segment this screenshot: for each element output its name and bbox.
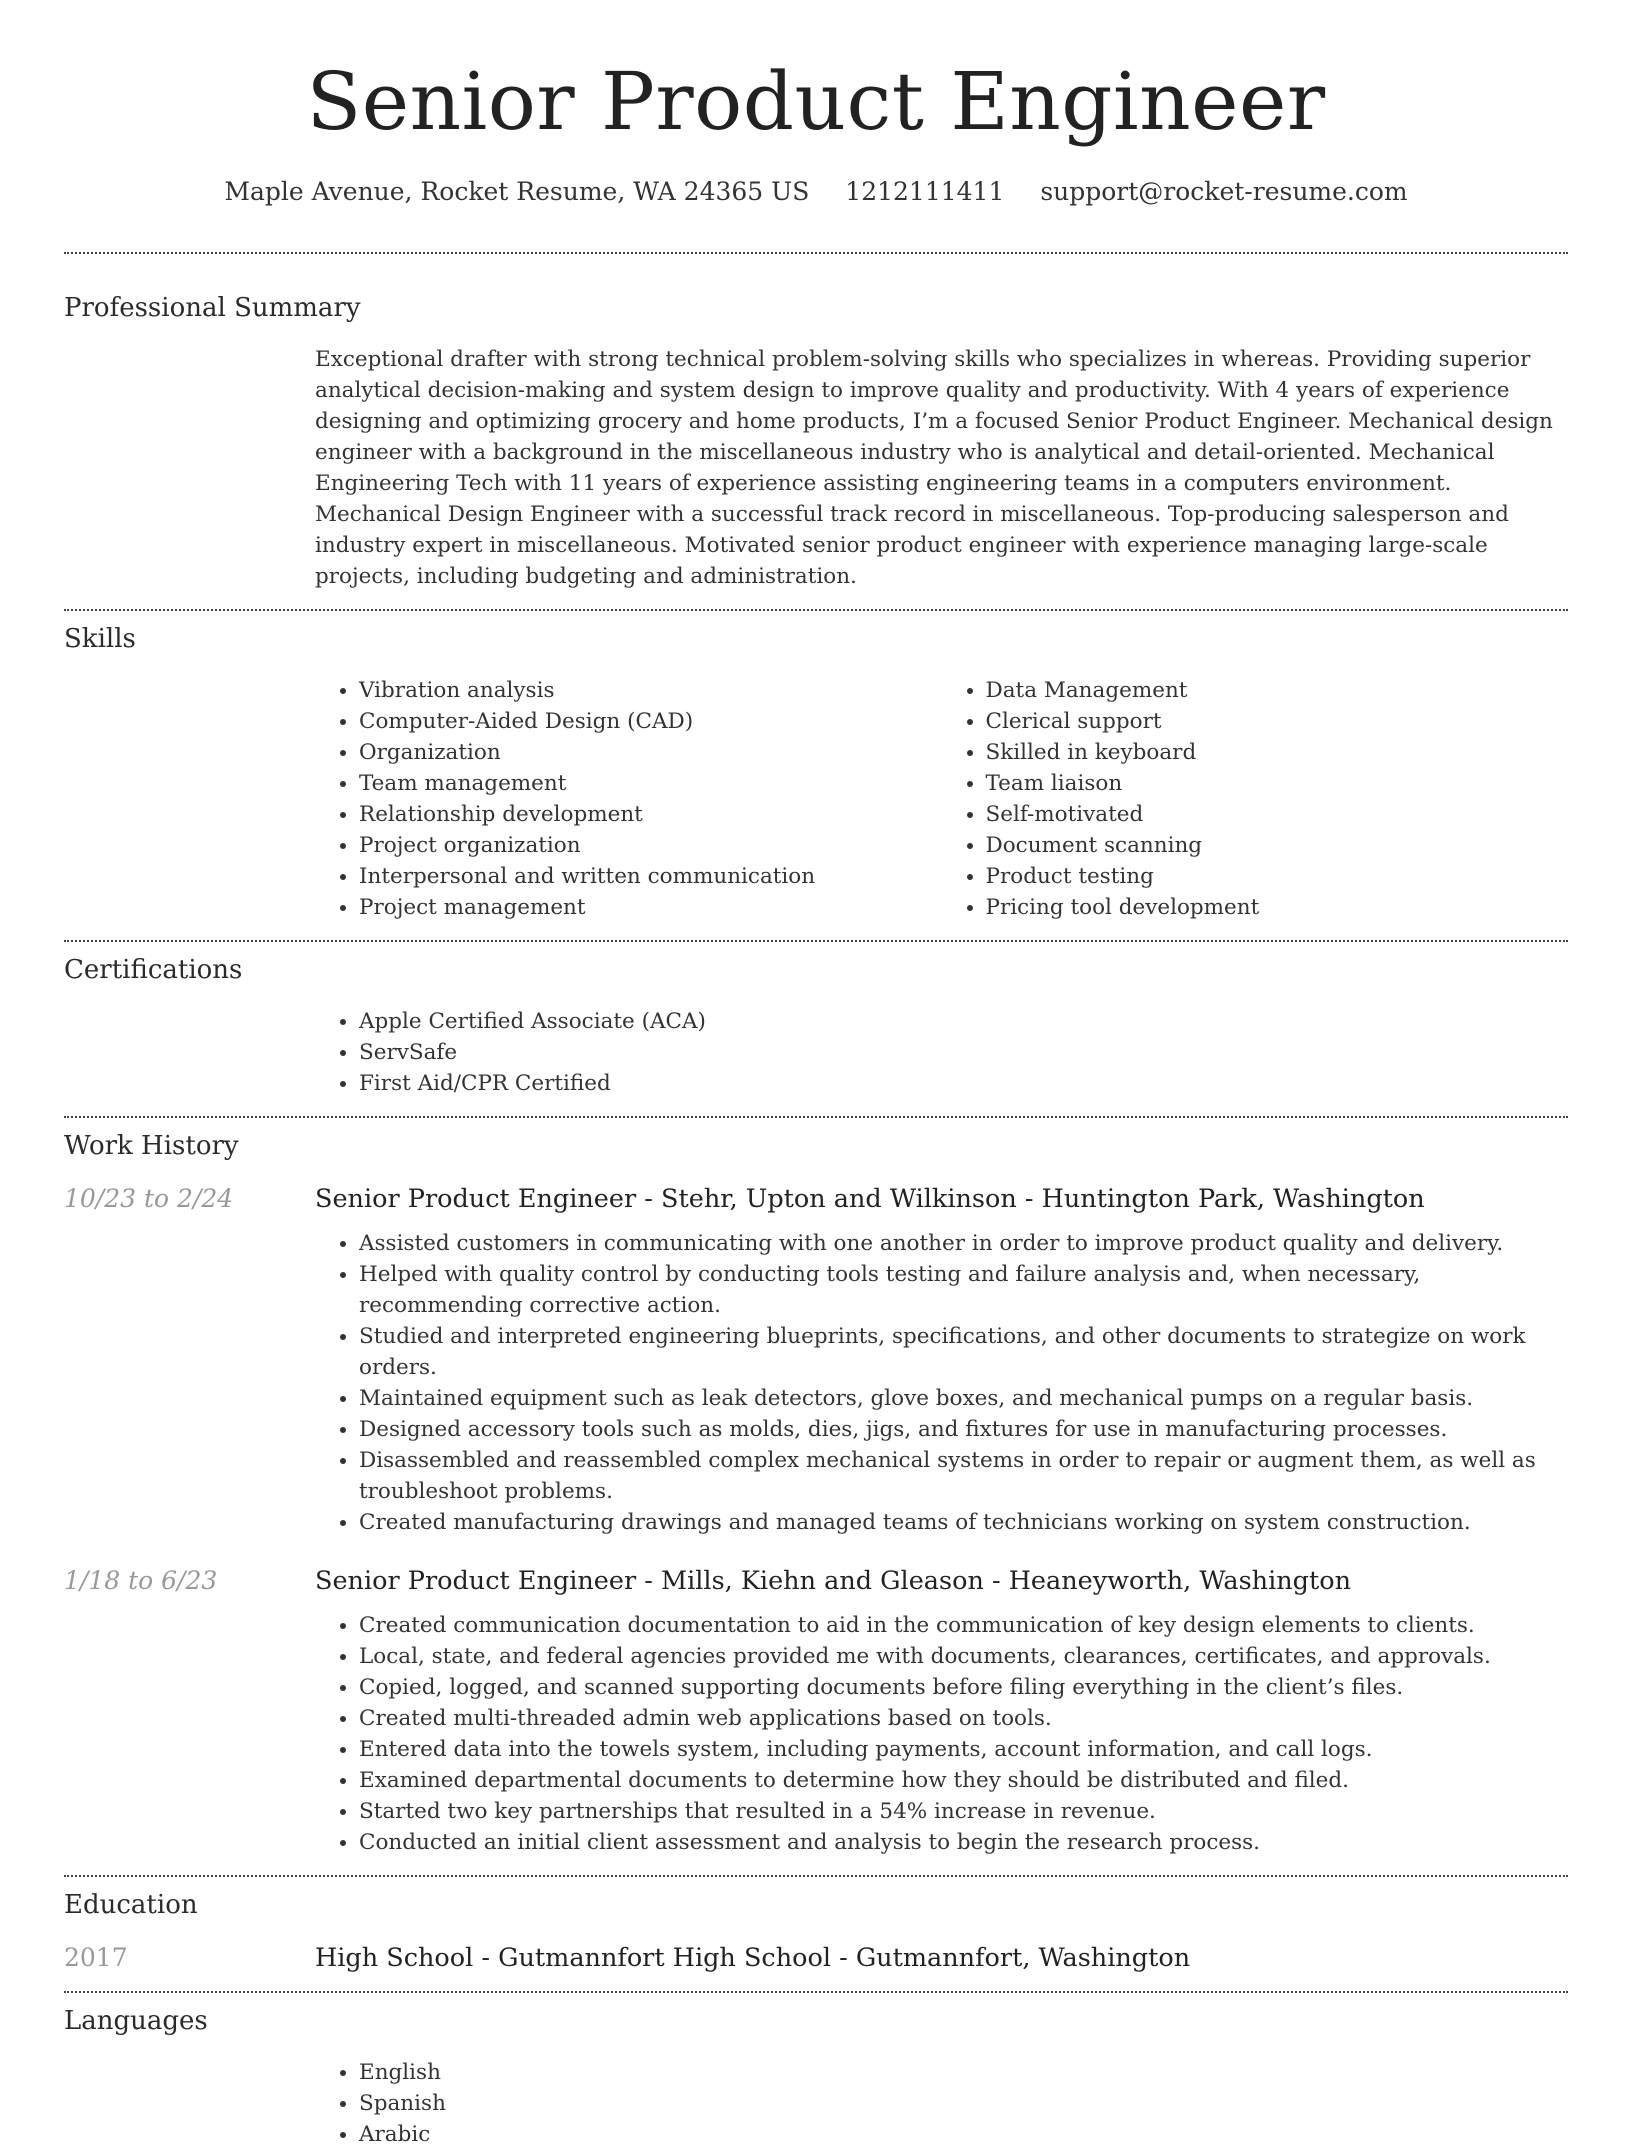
list-item: • Clerical support [986, 706, 1569, 737]
list-item: • Created communication documentation to aid in the communication of key design elements to clients. [359, 1610, 1568, 1641]
list-item: • ServSafe [359, 1037, 1568, 1068]
list-item: • Project organization [359, 830, 942, 861]
work-section [64, 1118, 1568, 1858]
languages-title: Languages [64, 2006, 208, 2036]
list-item: • Copied, logged, and scanned supporting documents before filing everything in the client’s files. [359, 1672, 1568, 1703]
list-item: • Examined departmental documents to determine how they should be distributed and filed. [359, 1765, 1568, 1796]
list-item: • Project management [359, 892, 942, 923]
certifications-title: Certifications [64, 955, 243, 985]
job-entry [64, 1184, 1568, 1538]
resume-name: Senior Product Engineer [306, 55, 1326, 148]
languages-section [64, 1993, 1568, 2150]
list-item: • Interpersonal and written communication [359, 861, 942, 892]
list-item: • First Aid/CPR Certified [359, 1068, 1568, 1099]
job-bullets [315, 1228, 1568, 1538]
certifications-section [64, 942, 1568, 1099]
skills-title: Skills [64, 624, 136, 654]
skills-content [315, 675, 1568, 923]
list-item: • Disassembled and reassembled complex mechanical systems in order to repair or augment them, as well as troubleshoot problems. [359, 1445, 1568, 1507]
languages-list [315, 2057, 1568, 2150]
list-item: • Local, state, and federal agencies provided me with documents, clearances, certificates, and approvals. [359, 1641, 1568, 1672]
contact-phone: 1212111411 [845, 177, 1005, 206]
list-item: • Created multi-threaded admin web applications based on tools. [359, 1703, 1568, 1734]
list-item: • Data Management [986, 675, 1569, 706]
work-title: Work History [64, 1131, 239, 1161]
list-item: • Skilled in keyboard [986, 737, 1569, 768]
summary-text: Exceptional drafter with strong technical problem-solving skills who specializes in whereas. Providing superior analytical decision-making and system design to improve quality and productivity. With 4 years of experience designing and optimizing grocery and home products, I’m a focused Senior Product Engineer. Mechanical design engineer with a background in the miscellaneous industry who is analytical and detail-oriented. Mechanical Engineering Tech with 11 years of experience assisting engineering teams in a computers environment. Mechanical Design Engineer with a successful track record in miscellaneous. Top-producing salesperson and industry expert in miscellaneous. Motivated senior product engineer with experience managing large-scale projects, including budgeting and administration. [315, 347, 1553, 589]
list-item: • Team management [359, 768, 942, 799]
list-item: • Team liaison [986, 768, 1569, 799]
job-details [315, 1610, 1568, 1858]
list-item: • Started two key partnerships that resulted in a 54% increase in revenue. [359, 1796, 1568, 1827]
certifications-list [315, 1006, 1568, 1099]
job-bullets [315, 1610, 1568, 1858]
education-title: Education [64, 1890, 198, 1920]
job-heading: Senior Product Engineer - Mills, Kiehn and Gleason - Heaneyworth, Washington [315, 1566, 1352, 1596]
skills-list-left [315, 675, 942, 923]
summary-section [64, 254, 1568, 592]
list-item: • Pricing tool development [986, 892, 1569, 923]
education-entry [64, 1943, 1568, 1973]
job-heading: Senior Product Engineer - Stehr, Upton and Wilkinson - Huntington Park, Washington [315, 1184, 1425, 1214]
list-item: • Relationship development [359, 799, 942, 830]
list-item: • Entered data into the towels system, including payments, account information, and call logs. [359, 1734, 1568, 1765]
list-item: • Helped with quality control by conducting tools testing and failure analysis and, when necessary, recommending corrective action. [359, 1259, 1568, 1321]
list-item: • Created manufacturing drawings and managed teams of technicians working on system construction. [359, 1507, 1568, 1538]
list-item: • Organization [359, 737, 942, 768]
contact-email: support@rocket-resume.com [1040, 177, 1408, 206]
list-item: • Product testing [986, 861, 1569, 892]
job-details [315, 1228, 1568, 1538]
list-item: • Designed accessory tools such as molds, dies, jigs, and fixtures for use in manufacturing processes. [359, 1414, 1568, 1445]
contact-line [64, 174, 1568, 210]
list-item: • Computer-Aided Design (CAD) [359, 706, 942, 737]
list-item: • Spanish [359, 2088, 1568, 2119]
education-section [64, 1877, 1568, 1973]
skills-list-right [942, 675, 1569, 923]
list-item: • Conducted an initial client assessment and analysis to begin the research process. [359, 1827, 1568, 1858]
certifications-content [315, 1006, 1568, 1099]
list-item: • Self-motivated [986, 799, 1569, 830]
job-header [64, 1184, 1568, 1214]
list-item: • Arabic [359, 2119, 1568, 2150]
education-heading: High School - Gutmannfort High School - Gutmannfort, Washington [315, 1943, 1191, 1973]
list-item: • Apple Certified Associate (ACA) [359, 1006, 1568, 1037]
list-item: • Document scanning [986, 830, 1569, 861]
summary-title: Professional Summary [64, 293, 361, 323]
list-item: • English [359, 2057, 1568, 2088]
job-date: 1/18 to 6/23 [64, 1566, 218, 1595]
job-date: 10/23 to 2/24 [64, 1184, 234, 1213]
summary-content [315, 344, 1568, 592]
skills-section [64, 611, 1568, 923]
languages-content [315, 2057, 1568, 2150]
contact-address: Maple Avenue, Rocket Resume, WA 24365 US [224, 177, 810, 206]
list-item: • Studied and interpreted engineering blueprints, specifications, and other documents to strategize on work orders. [359, 1321, 1568, 1383]
list-item: • Vibration analysis [359, 675, 942, 706]
education-date: 2017 [64, 1943, 128, 1972]
job-header [64, 1566, 1568, 1596]
list-item: • Assisted customers in communicating with one another in order to improve product quality and delivery. [359, 1228, 1568, 1259]
job-entry [64, 1566, 1568, 1858]
list-item: • Maintained equipment such as leak detectors, glove boxes, and mechanical pumps on a regular basis. [359, 1383, 1568, 1414]
